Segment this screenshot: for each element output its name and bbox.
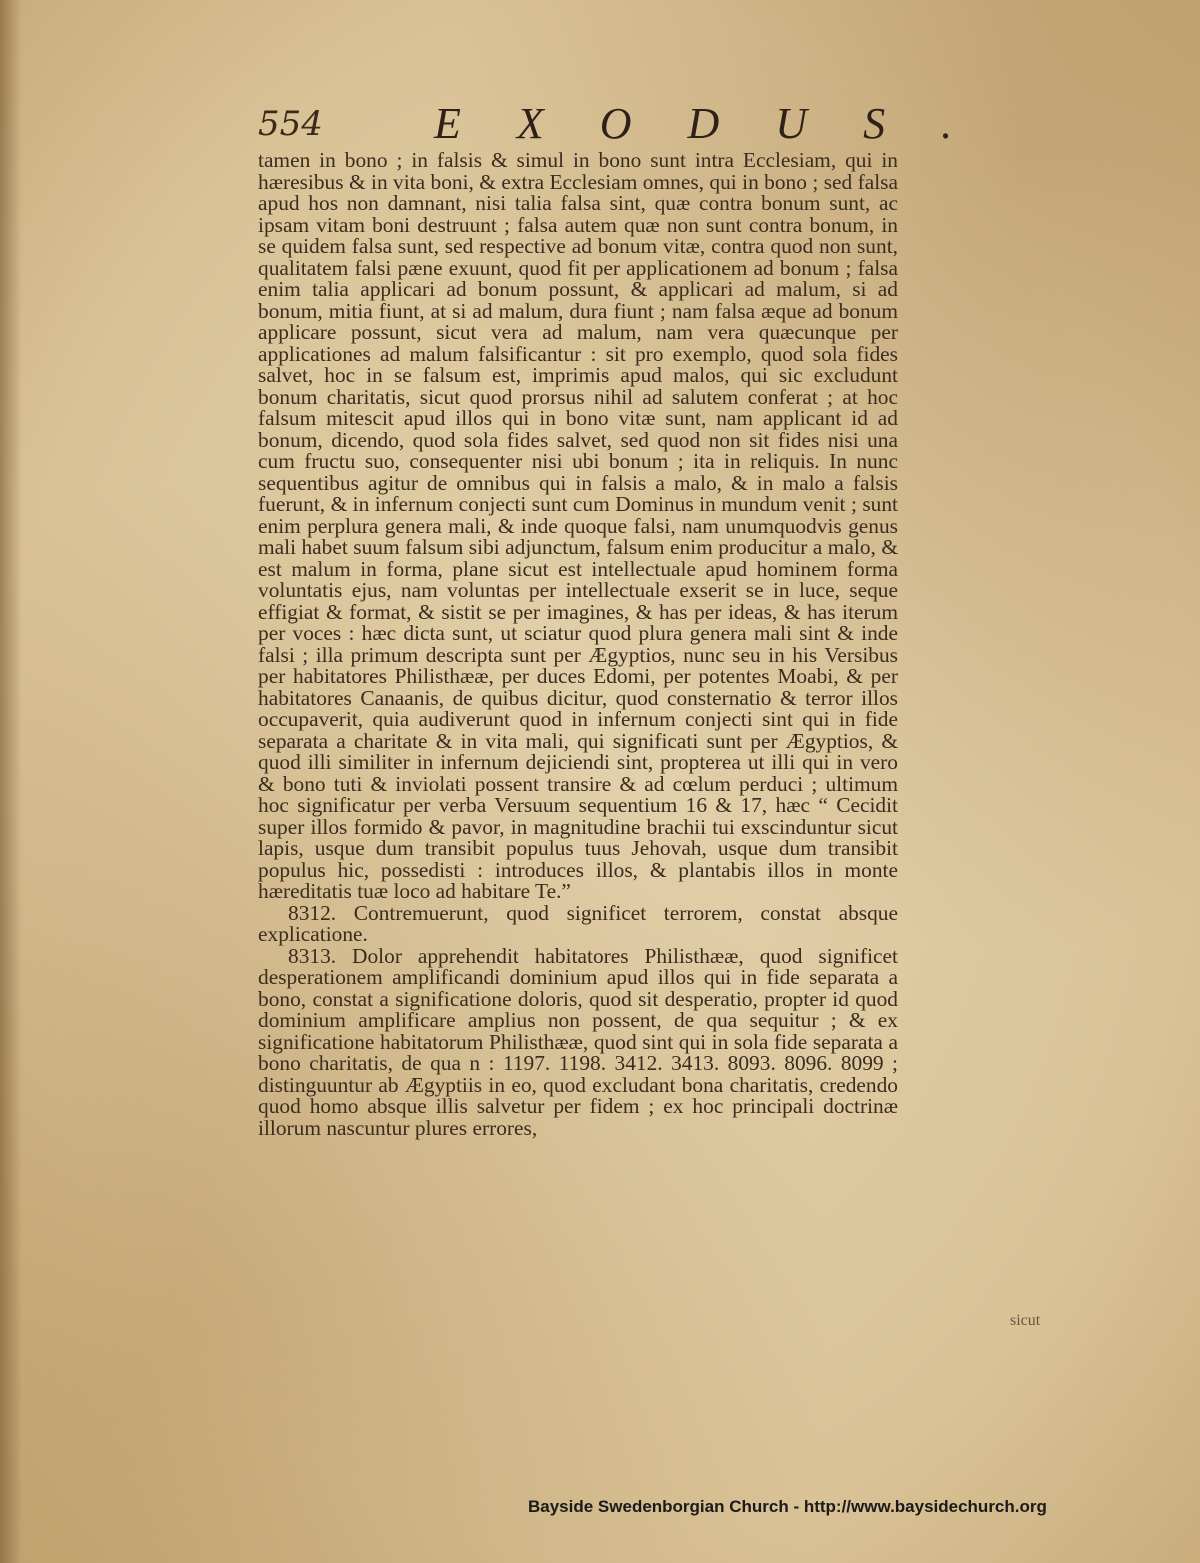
paragraph-continuation: tamen in bono ; in falsis & simul in bono sunt intra Ecclesiam, qui in hæresibus & in vita boni, & extra Ecclesiam omnes, qui in bono ; sed falsa apud hos non damnant, nisi talia falsa sint, quæ contra bonum sunt, ac ipsam vitam boni destruunt ; falsa autem quæ non sunt contra bonum, in se quidem falsa sunt, sed respective ad bonum vitæ, contra quod non sunt, qualitatem falsi pæne exuunt, quod fit per applicationem ad bonum ; falsa enim talia applicari ad bonum possunt, & applicari ad malum, si ad bonum, mitia fiunt, at si ad malum, dura fiunt ; nam falsa æque ad bonum applicare possunt, sicut vera ad malum, nam vera quæcunque per applicationes ad malum falsificantur : sit pro exemplo, quod sola fides salvet, hoc in se falsum est, imprimis apud malos, qui sic excludunt bonum charitatis, sicut quod prorsus nihil ad salutem conferat ; at hoc falsum mitescit apud illos qui in bono vitæ sunt, nam applicant id ad bonum, dicendo, quod sola fides salvet, sed quod non sit fides nisi una cum fructu suo, consequenter nisi ubi bonum ; ita in reliquis. In nunc sequentibus agitur de omnibus qui in falsis a malo, & in malo a falsis fuerunt, & in infernum conjecti sunt cum Dominus in mundum venit ; sunt enim perplura genera mali, & inde quoque falsi, nam unumquodvis genus mali habet suum falsum sibi adjunctum, falsum enim producitur a malo, & est malum in forma, plane sicut est intellectuale apud hominem forma voluntatis ejus, nam voluntas per intellectuale exserit se in luce, seque effigiat & format, & sistit se per imagines, & has per ideas, & has iterum per voces : hæc dicta sunt, ut sciatur quod plura genera mali sint & inde falsi ; illa primum descripta sunt per Ægyptios, nunc seu in his Versibus per habitatores Philisthææ, per duces Edomi, per potentes Moabi, & per habitatores Canaanis, de quibus dicitur, quod consternatio & terror illos occupaverit, quia audiverunt quod in infernum conjecti sint qui in fide separata a charitate & in vita mali, qui significati sunt per Ægyptios, & quod illi similiter in infernum dejiciendi sint, propterea ut illi qui in vero & bono tuti & inviolati possent transire & ad cœlum perduci ; ultimum hoc significatur per verba Versuum sequentium 16 & 17, hæc “ Cecidit super illos formido & pavor, in magnitudine brachii tui exscinduntur sicut lapis, usque dum transibit populus tuus Jehovah, usque dum transibit populus hic, possedisti : introduces illos, & plantabis illos in monte hæreditatis tuæ loco ad habitare Te.” — [258, 148, 898, 903]
paragraph-8312: 8312. Contremuerunt, quod significet terrorem, constat absque explicatione. — [258, 900, 898, 946]
page-header — [258, 98, 1009, 150]
catchword: sicut — [1010, 1312, 1041, 1329]
footer-credit: Bayside Swedenborgian Church - http://www.baysidechurch.org — [528, 1497, 1047, 1516]
page-number: 554 — [258, 104, 323, 144]
binding-shadow — [0, 0, 22, 1563]
running-title: EXODUS. — [434, 99, 1009, 148]
body-text — [258, 150, 898, 1139]
paragraph-8313: 8313. Dolor apprehendit habitatores Philisthææ, quod significet desperationem amplificandi dominium apud illos qui in fide separata a bono, constat a significatione doloris, quod sit desperatio, propter id quod dominium amplificare amplius non possent, de qua sequitur ; & ex significatione habitatorum Philisthææ, quod sint qui in sola fide separata a bono charitatis, de qua n : 1197. 1198. 3412. 3413. 8093. 8096. 8099 ; distinguuntur ab Ægyptiis in eo, quod excludant bona charitatis, credendo quod homo absque illis salvetur per fidem ; ex hoc principali doctrinæ illorum nascuntur plures errores, — [258, 943, 898, 1140]
